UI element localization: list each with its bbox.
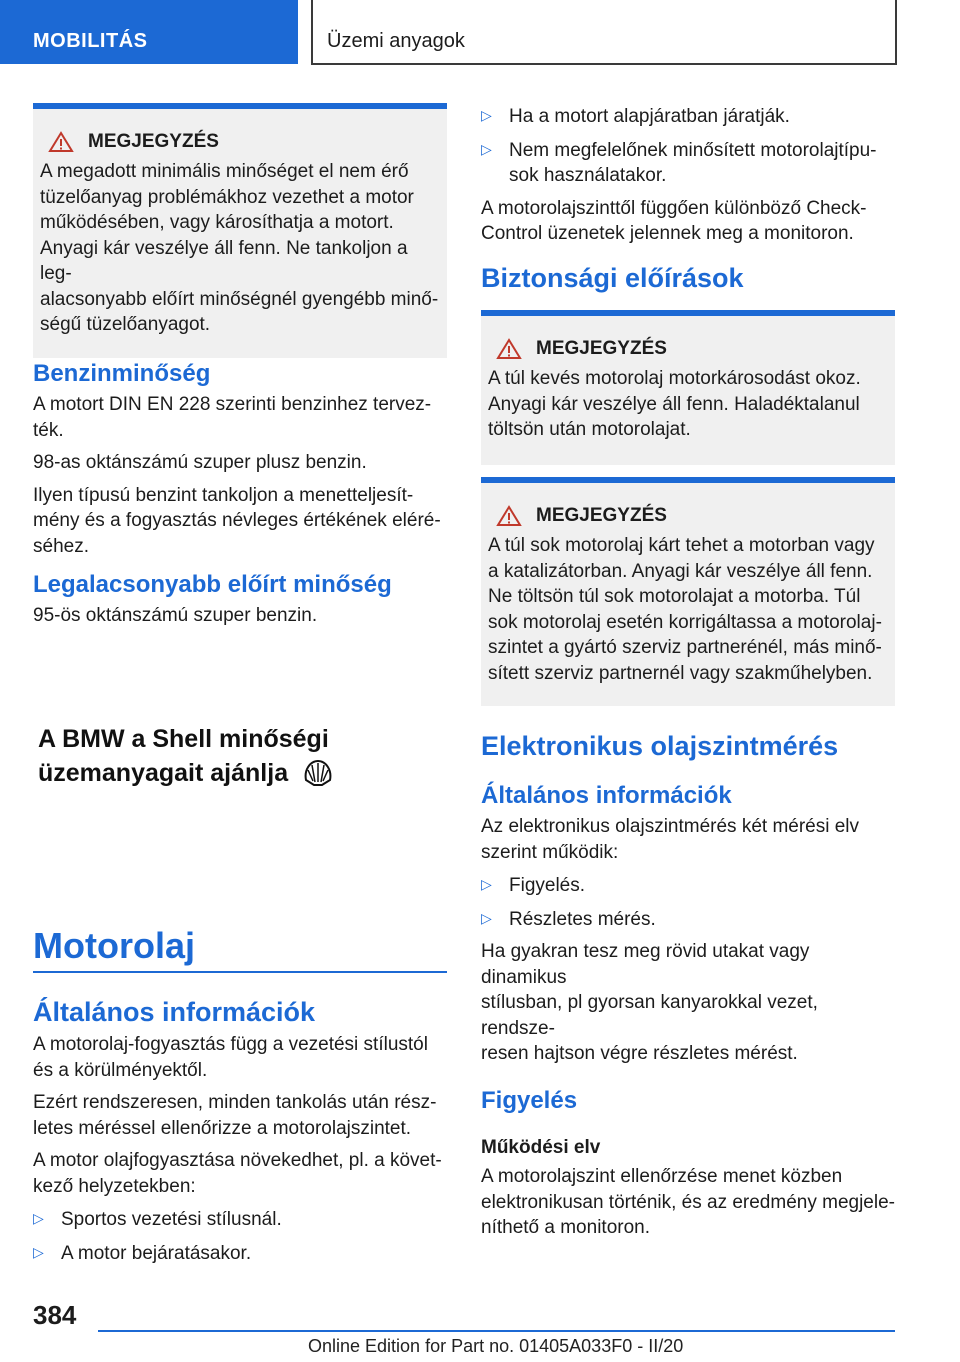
fuel-note-box bbox=[33, 103, 447, 358]
note-line: tüzelőanyag problémákhoz vezethet a motor bbox=[40, 186, 414, 208]
warning-icon bbox=[496, 338, 522, 360]
paragraph: Ezért rendszeresen, minden tankolás után rész- bbox=[33, 1092, 437, 1113]
section-tab bbox=[0, 0, 298, 64]
high-oil-note-box bbox=[481, 477, 895, 706]
note-line: Ne töltsön túl sok motorolajat a motorba. Túl bbox=[488, 586, 861, 607]
note-title: MEGJEGYZÉS bbox=[488, 338, 888, 360]
shell-logo-icon bbox=[302, 758, 334, 788]
paragraph: séhez. bbox=[33, 535, 89, 557]
paragraph: níthető a monitoron. bbox=[481, 1217, 650, 1238]
paragraph: Az elektronikus olajszintmérés két mérési elv bbox=[481, 816, 860, 837]
edition-text: Online Edition for Part no. 01405A033F0 - II/20 bbox=[308, 1336, 684, 1356]
motorolaj-heading: Motorolaj bbox=[33, 925, 195, 966]
paragraph: szerint működik: bbox=[481, 841, 619, 863]
list-item: ▷ Nem megfelelőnek minősített motorolajtípu- sok használatakor. bbox=[481, 138, 895, 189]
note-line: a katalizátorban. Anyagi kár veszélye áll fenn. bbox=[488, 560, 873, 582]
paragraph: 98-as oktánszámú szuper plusz benzin. bbox=[33, 452, 367, 473]
note-line: alacsonyabb előírt minőségnél gyengébb minő- bbox=[40, 288, 439, 310]
note-line: szintet a gyártó szerviz partnerénél, más minő- bbox=[488, 637, 882, 658]
section-title: MOBILITÁS bbox=[33, 30, 148, 52]
warning-icon bbox=[496, 505, 522, 527]
bullet-triangle-icon: ▷ bbox=[481, 107, 492, 123]
warning-icon bbox=[48, 131, 74, 153]
bullet-triangle-icon: ▷ bbox=[481, 140, 492, 157]
general-info-heading: Általános információk bbox=[33, 997, 316, 1027]
paragraph: Ha gyakran tesz meg rövid utakat vagy dinamikus bbox=[481, 941, 810, 988]
paragraph: A motorolajszinttől függően különböző Check- bbox=[481, 197, 867, 219]
list-item: ▷ Figyelés. bbox=[481, 873, 895, 899]
subheading: Működési elv bbox=[481, 1136, 601, 1158]
bullet-triangle-icon: ▷ bbox=[33, 1210, 44, 1226]
note-line: Anyagi kár veszélye áll fenn. Haladéktalanul bbox=[488, 393, 860, 415]
bullet-triangle-icon: ▷ bbox=[33, 1243, 44, 1260]
paragraph: resen hajtson végre részletes mérést. bbox=[481, 1043, 798, 1064]
paragraph: A motorolaj-fogyasztás függ a vezetési stílustól bbox=[33, 1034, 428, 1055]
paragraph: A motort DIN EN 228 szerinti benzinhez tervez- bbox=[33, 394, 432, 415]
bullet-triangle-icon: ▷ bbox=[481, 909, 492, 926]
list-item: ▷ Sportos vezetési stílusnál. bbox=[33, 1207, 447, 1233]
paragraph: és a körülményektől. bbox=[33, 1059, 208, 1081]
note-line: A túl sok motorolaj kárt tehet a motorban vagy bbox=[488, 535, 875, 556]
note-line: sített szerviz partnernél vagy szakműhelyben. bbox=[488, 662, 873, 684]
note-title: MEGJEGYZÉS bbox=[488, 505, 888, 527]
paragraph: ték. bbox=[33, 419, 64, 441]
paragraph: mény és a fogyasztás névleges értékének eléré- bbox=[33, 510, 441, 531]
paragraph: 95-ös oktánszámú szuper benzin. bbox=[33, 605, 318, 626]
low-oil-note-box bbox=[481, 310, 895, 465]
paragraph: A motorolajszint ellenőrzése menet közben bbox=[481, 1166, 843, 1187]
chapter-tab bbox=[311, 0, 897, 65]
note-line: sok motorolaj esetén korrigáltassa a motorolaj- bbox=[488, 611, 882, 633]
chapter-title: Üzemi anyagok bbox=[327, 30, 465, 52]
note-line: A túl kevés motorolaj motorkárosodást okoz. bbox=[488, 368, 861, 389]
list-item: ▷ Ha a motort alapjáratban járatják. bbox=[481, 104, 895, 130]
paragraph: elektronikusan történik, és az eredmény megjele- bbox=[481, 1191, 895, 1213]
note-line: A megadott minimális minőséget el nem érő bbox=[40, 161, 409, 182]
min-quality-heading: Legalacsonyabb előírt minőség bbox=[33, 571, 392, 598]
footer-rule bbox=[98, 1330, 895, 1332]
benzin-heading: Benzinminőség bbox=[33, 360, 211, 387]
note-line: töltsön után motorolajat. bbox=[488, 419, 691, 440]
electronic-measurement-heading: Elektronikus olajszintmérés bbox=[481, 731, 839, 761]
list-item: ▷ Részletes mérés. bbox=[481, 907, 895, 933]
paragraph: kező helyzetekben: bbox=[33, 1175, 196, 1197]
note-line: működésében, vagy károsíthatja a motort. bbox=[40, 212, 394, 233]
paragraph: A motor olajfogyasztása növekedhet, pl. a követ- bbox=[33, 1150, 442, 1171]
paragraph: stílusban, pl gyorsan kanyarokkal vezet, rendsze- bbox=[481, 992, 818, 1039]
promo-line: A BMW a Shell minőségi bbox=[38, 725, 329, 753]
paragraph: Control üzenetek jelennek meg a monitoron. bbox=[481, 223, 854, 244]
bullet-triangle-icon: ▷ bbox=[481, 876, 492, 892]
note-line: ségű tüzelőanyagot. bbox=[40, 314, 211, 335]
paragraph: Ilyen típusú benzint tankoljon a menetteljesít- bbox=[33, 484, 414, 506]
monitoring-heading: Figyelés bbox=[481, 1086, 578, 1114]
shell-promo bbox=[38, 722, 452, 790]
safety-heading: Biztonsági előírások bbox=[481, 262, 744, 293]
page-number: 384 bbox=[33, 1300, 77, 1330]
note-line: Anyagi kár veszélye áll fenn. Ne tankoljon a leg- bbox=[40, 237, 408, 284]
list-item: ▷ A motor bejáratásakor. bbox=[33, 1241, 447, 1267]
paragraph: letes méréssel ellenőrizze a motorolajszintet. bbox=[33, 1117, 412, 1139]
general-info-heading: Általános információk bbox=[481, 782, 732, 809]
note-title: MEGJEGYZÉS bbox=[40, 131, 440, 153]
promo-line: üzemanyagait ajánlja bbox=[38, 759, 289, 787]
